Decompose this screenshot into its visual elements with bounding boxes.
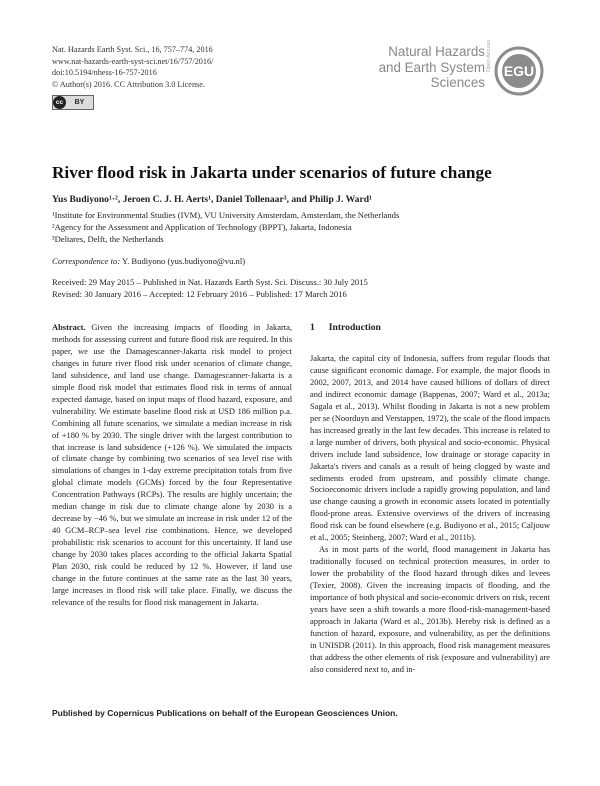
- egu-logo-icon: [494, 46, 552, 96]
- abstract-label: Abstract.: [52, 322, 86, 332]
- cc-icon: cc: [53, 96, 66, 109]
- abstract-paragraph: [52, 322, 292, 609]
- affiliations: [52, 209, 399, 245]
- affiliation-1: ¹Institute for Environmental Studies (IVM), VU University Amsterdam, Amsterdam, the Netherlands: [52, 210, 400, 220]
- paper-title: River flood risk in Jakarta under scenarios of future change: [52, 163, 492, 182]
- section-number: 1: [310, 322, 315, 333]
- correspondence-contact[interactable]: Y. Budiyono (yus.budiyono@vu.nl): [122, 256, 246, 266]
- citation-block: [52, 44, 213, 90]
- author-list: Yus Budiyono¹·², Jeroen C. J. H. Aerts¹, Daniel Tollenaar³, and Philip J. Ward¹: [52, 194, 372, 205]
- affiliation-2: ²Agency for the Assessment and Application of Technology (BPPT), Jakarta, Indonesia: [52, 222, 352, 232]
- intro-paragraph-1: Jakarta, the capital city of Indonesia, suffers from regular floods that cause significant economic damage. For example, the major floods in 2002, 2007, 2013, and 2014 have caused billions of dollars of direct and indirect economic damage (Bappenas, 2007; Ward et al., 2013a; Sagala et al., 2013). Whilst flooding in Jakarta is not a new problem per se (Noorduyn and Verstappen, 1972), the scale of the flood impacts has increased greatly in the last few decades. This increase is related to a large number of drivers, both physical and socio-economic. Physical drivers include land subsidence, low drainage or storage capacity in Jakarta's rivers and canals as a result of being clogged by waste and sediments eroded from upstream, and possibly climate change. Socioeconomic drivers include a rapidly growing population, and land use change causing a growth in economic assets located in potentially flood-prone areas. Extensive overviews of the drivers of increasing flood risk can be found elsewhere (e.g. Budiyono et al., 2015; Caljouw et al., 2005; Steinberg, 2007; Ward et al., 2011b).: [310, 353, 551, 543]
- citation-doi[interactable]: doi:10.5194/nhess-16-757-2016: [52, 68, 157, 78]
- citation-license: © Author(s) 2016. CC Attribution 3.0 License.: [52, 79, 205, 89]
- journal-name-line2: and Earth System: [378, 59, 485, 75]
- journal-name-line1: Natural Hazards: [388, 44, 485, 59]
- egu-logo-text: EGU: [503, 63, 535, 79]
- correspondence-label: Correspondence to:: [52, 256, 121, 266]
- introduction-column: [310, 353, 550, 676]
- received-published-line: Received: 29 May 2015 – Published in Nat. Hazards Earth Syst. Sci. Discuss.: 30 July 2015: [52, 277, 368, 287]
- section-title: Introduction: [328, 322, 381, 333]
- abstract-text: Given the increasing impacts of flooding in Jakarta, methods for assessing current and future flood risk are required. In this paper, we use the Damagescanner-Jakarta risk model to project changes in future river flood risk under scenarios of climate change, land subsidence, and land use change. Damagescanner-Jakarta is a simple flood risk model that estimates flood risk in terms of annual expected damage, based on input maps of flood hazard, exposure, and vulnerability. We estimate baseline flood risk at USD 186 million p.a. Combining all future scenarios, we simulate a median increase in risk of +180 % by 2030. The single driver with the largest contribution to that increase is land subsidence (+126 %). We simulated the impacts of climate change by combining two scenarios of sea level rise with simulations of changes in 1-day extreme precipitation totals from five global climate models (GCMs) forced by the four Representative Concentration Pathways (RCPs). The results are highly uncertain; the median change in risk due to climate change alone by 2030 is a decrease by −46 %, but we simulate an increase in risk under 12 of the 40 GCM–RCP–sea level rise combinations. Hence, we developed probabilistic risk scenarios to account for this uncertainty. If land use change by 2030 takes places according to the official Jakarta Spatial Plan 2030, risk could be reduced by 12 %. However, if land use change in the future continues at the same rate as the last 30 years, large increases in flood risk will take place. Finally, we discuss the relevance of the results for flood risk management in Jakarta.: [52, 322, 293, 607]
- cc-by-badge[interactable]: [52, 95, 94, 110]
- citation-url[interactable]: www.nat-hazards-earth-syst-sci.net/16/757/2016/: [52, 56, 214, 66]
- citation-journal-line: Nat. Hazards Earth Syst. Sci., 16, 757–774, 2016: [52, 45, 213, 54]
- open-access-label: Open Access: [486, 40, 492, 73]
- publication-dates: [52, 276, 368, 300]
- correspondence: [52, 256, 245, 266]
- journal-name: [370, 44, 485, 91]
- publisher-footer: Published by Copernicus Publications on behalf of the European Geosciences Union.: [52, 708, 398, 718]
- section-heading-introduction: [310, 322, 395, 333]
- intro-paragraph-2: As in most parts of the world, flood management in Jakarta has traditionally focused on technical protection measures, in order to lower the probability of the flood hazard through dikes and levees (Texier, 2008). Given the increasing impacts of flooding, and the importance of both physical and socio-economic drivers on risk, recent years have seen a shift towards a more flood-risk-management-based approach in Jakarta (Ward et al., 2013b). Hereby risk is defined as a function of hazard, exposure, and vulnerability, as per the definitions in UNISDR (2011). In this approach, flood risk management measures that address the other elements of risk (exposure and vulnerability) are also considered next to, and in-: [310, 544, 550, 674]
- by-label: BY: [74, 99, 85, 106]
- affiliation-3: ³Deltares, Delft, the Netherlands: [52, 234, 164, 244]
- revised-accepted-line: Revised: 30 January 2016 – Accepted: 12 February 2016 – Published: 17 March 2016: [52, 289, 347, 299]
- abstract-column: [52, 322, 292, 609]
- journal-name-line3: Sciences: [430, 75, 485, 90]
